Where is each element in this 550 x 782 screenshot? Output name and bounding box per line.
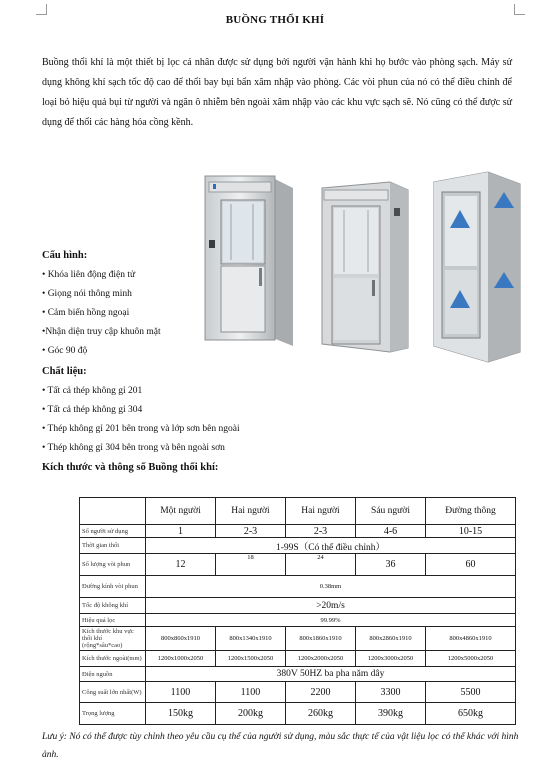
row-label: Số lượng vòi phun xyxy=(80,554,146,576)
material-item: • Thép không gỉ 201 bên trong và lớp sơn bên ngoài xyxy=(42,424,240,434)
table-row xyxy=(80,627,516,651)
cell: >20m/s xyxy=(146,598,516,614)
cell: 3300 xyxy=(356,682,426,703)
cell: 150kg xyxy=(146,703,216,725)
air-shower-photo-3 xyxy=(428,168,524,364)
config-item: • Góc 90 độ xyxy=(42,346,88,356)
cell: 800x2860x1910 xyxy=(356,627,426,651)
table-row xyxy=(80,538,516,554)
row-label: Điện nguồn xyxy=(80,667,146,682)
cell: 12 xyxy=(146,554,216,576)
material-list xyxy=(42,382,240,458)
cell: 1200x3000x2050 xyxy=(356,651,426,667)
table-row xyxy=(80,576,516,598)
footnote: Lưu ý: Nó có thể được tùy chỉnh theo yêu cầu cụ thể của người sử dụng, màu sắc thực tế của vật liệu lọc có thể khác với hình ảnh. xyxy=(42,732,519,760)
cell: 1 xyxy=(146,525,216,538)
row-label: Công suất lớn nhất(W) xyxy=(80,682,146,703)
row-label: Kích thước khu vực thổi khí (rộng*sâu*cao) xyxy=(80,627,146,651)
row-label: Thời gian thổi xyxy=(80,538,146,554)
cell: 1100 xyxy=(146,682,216,703)
table-row xyxy=(80,667,516,682)
cell: 800x1860x1910 xyxy=(286,627,356,651)
cell: 200kg xyxy=(216,703,286,725)
table-row xyxy=(80,682,516,703)
material-item: • Tất cả thép không gỉ 304 xyxy=(42,405,143,415)
table-corner-cell xyxy=(80,498,146,525)
column-header: Đường thông xyxy=(426,498,516,525)
cell: 36 xyxy=(356,554,426,576)
cell: 0.38mm xyxy=(146,576,516,598)
table-row xyxy=(80,525,516,538)
cell: 1200x2000x2050 xyxy=(286,651,356,667)
cell: 24 xyxy=(286,554,356,576)
table-row xyxy=(80,554,516,576)
cell: 99.99% xyxy=(146,614,516,627)
config-item: •Nhận diện truy cập khuôn mặt xyxy=(42,327,161,337)
row-label: Số người sử dụng xyxy=(80,525,146,538)
config-item: • Cảm biến hồng ngoại xyxy=(42,308,130,318)
table-header-row xyxy=(80,498,516,525)
cell: 1200x1500x2050 xyxy=(216,651,286,667)
cell: 800x1340x1910 xyxy=(216,627,286,651)
material-item: • Tất cả thép không gỉ 201 xyxy=(42,386,143,396)
row-label: Hiệu quả lọc xyxy=(80,614,146,627)
config-list xyxy=(42,266,161,361)
material-item: • Thép không gỉ 304 bên trong và bên ngoài sơn xyxy=(42,443,225,453)
row-label: Đường kính vòi phun xyxy=(80,576,146,598)
cell: 4-6 xyxy=(356,525,426,538)
cell: 1100 xyxy=(216,682,286,703)
config-item: • Khóa liên động điện tử xyxy=(42,270,136,280)
cell: 2200 xyxy=(286,682,356,703)
air-shower-photo-1 xyxy=(203,170,295,350)
table-row xyxy=(80,598,516,614)
cell: 10-15 xyxy=(426,525,516,538)
cell: 1200x1000x2050 xyxy=(146,651,216,667)
air-shower-photo-2 xyxy=(318,178,410,354)
cell: 380V 50HZ ba pha năm dây xyxy=(146,667,516,682)
cell: 800x860x1910 xyxy=(146,627,216,651)
config-item: • Giọng nói thông minh xyxy=(42,289,132,299)
row-label: Trọng lượng xyxy=(80,703,146,725)
row-label: Kích thước ngoài(mm) xyxy=(80,651,146,667)
column-header: Một người xyxy=(146,498,216,525)
spec-heading: Kích thước và thông số Buồng thổi khí: xyxy=(42,462,219,473)
config-heading: Cấu hình: xyxy=(42,250,88,261)
row-label: Tốc độ không khí xyxy=(80,598,146,614)
cell: 5500 xyxy=(426,682,516,703)
table-row xyxy=(80,703,516,725)
spec-table xyxy=(79,497,516,725)
cell: 2-3 xyxy=(216,525,286,538)
material-heading: Chất liệu: xyxy=(42,366,87,377)
cell: 260kg xyxy=(286,703,356,725)
column-header: Sáu người xyxy=(356,498,426,525)
column-header: Hai người xyxy=(286,498,356,525)
cell: 650kg xyxy=(426,703,516,725)
cell: 1200x5000x2050 xyxy=(426,651,516,667)
page-title: BUỒNG THỔI KHÍ xyxy=(225,14,325,26)
cell: 1-99S（Có thể điều chỉnh） xyxy=(146,538,516,554)
cell: 800x4860x1910 xyxy=(426,627,516,651)
table-row xyxy=(80,614,516,627)
column-header: Hai người xyxy=(216,498,286,525)
cell: 18 xyxy=(216,554,286,576)
table-row xyxy=(80,651,516,667)
cell: 390kg xyxy=(356,703,426,725)
cell: 2-3 xyxy=(286,525,356,538)
intro-paragraph: Buồng thổi khí là một thiết bị lọc cá nhân được sử dụng bởi người vận hành khi họ bước vào phòng sạch. Máy sử dụng không khí sạch tốc độ cao để thổi bay bụi bẩn xâm nhập vào phòng. Các vòi phun của nó có thể điều chỉnh để loại bỏ hiệu quả bụi từ người và ngăn ô nhiễm bên ngoài xâm nhập vào các khu vực sạch sẽ. Nó cũng có thể được sử dụng để thổi các hàng hóa cồng kềnh. xyxy=(42,57,512,128)
cell: 60 xyxy=(426,554,516,576)
